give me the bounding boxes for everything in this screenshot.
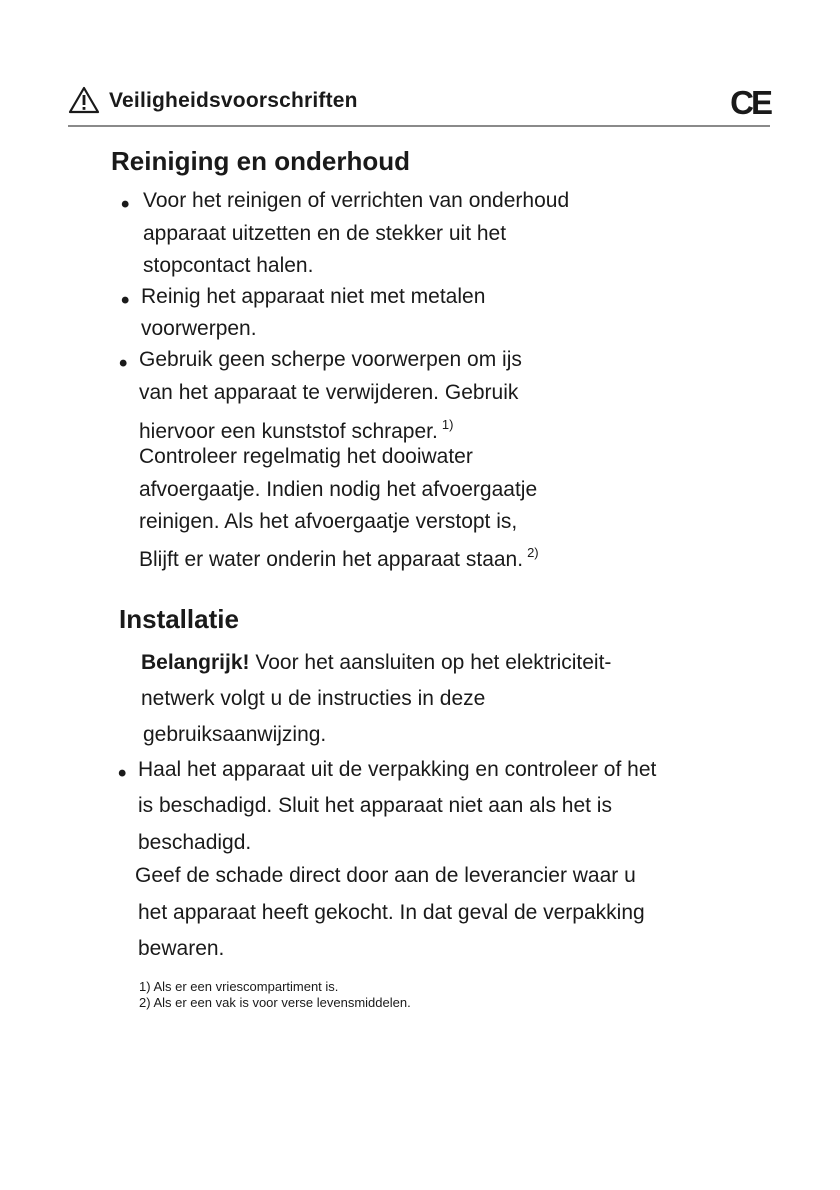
text-line: stopcontact halen.: [143, 254, 314, 277]
header-divider: [68, 125, 770, 127]
text-line: van het apparaat te verwijderen. Gebruik: [139, 381, 519, 404]
bullet: •: [121, 287, 130, 314]
important-line: [141, 651, 611, 675]
text-line: apparaat uitzetten en de stekker uit het: [143, 222, 507, 245]
page-header: [68, 84, 770, 124]
bullet: •: [121, 191, 130, 218]
header-title: Veiligheidsvoorschriften: [109, 89, 358, 112]
text-line: is beschadigd. Sluit het apparaat niet aan als het is: [138, 794, 612, 817]
text-line: beschadigd.: [138, 831, 252, 854]
ce-mark: CE: [730, 84, 770, 121]
text-line-content: Blijft er water onderin het apparaat staan.: [139, 548, 524, 571]
text-line: netwerk volgt u de instructies in deze: [141, 687, 486, 710]
important-text: Voor het aansluiten op het elektriciteit-: [249, 651, 612, 674]
footnote: 1) Als er een vriescompartiment is.: [139, 979, 339, 994]
text-line: afvoergaatje. Indien nodig het afvoergaatje: [139, 478, 538, 501]
footnote: 2) Als er een vak is voor verse levensmiddelen.: [139, 995, 411, 1010]
text-line: bewaren.: [138, 937, 225, 960]
text-line: [139, 413, 453, 444]
text-line: Reinig het apparaat niet met metalen: [141, 285, 486, 308]
text-line-content: hiervoor een kunststof schraper.: [139, 420, 438, 443]
section-title-installation: Installatie: [119, 604, 239, 634]
text-line: Gebruik geen scherpe voorwerpen om ijs: [139, 348, 522, 371]
text-line: het apparaat heeft gekocht. In dat geval de verpakking: [138, 901, 645, 924]
text-line: gebruiksaanwijzing.: [143, 723, 327, 746]
text-line: [139, 541, 539, 572]
bullet: •: [118, 760, 127, 787]
section-title-cleaning: Reiniging en onderhoud: [111, 146, 410, 176]
text-line: Haal het apparaat uit de verpakking en controleer of het: [138, 758, 657, 781]
text-line: reinigen. Als het afvoergaatje verstopt is,: [139, 510, 518, 533]
warning-triangle-icon: [68, 86, 100, 114]
text-line: Controleer regelmatig het dooiwater: [139, 445, 473, 468]
text-line: Voor het reinigen of verrichten van onderhoud: [143, 189, 570, 212]
footnote-ref: 1): [441, 417, 454, 432]
bullet: •: [119, 350, 128, 377]
text-line: Geef de schade direct door aan de leverancier waar u: [135, 864, 636, 887]
important-label: Belangrijk!: [141, 651, 250, 674]
footnote-ref: 2): [527, 545, 539, 560]
text-line: voorwerpen.: [141, 317, 257, 340]
